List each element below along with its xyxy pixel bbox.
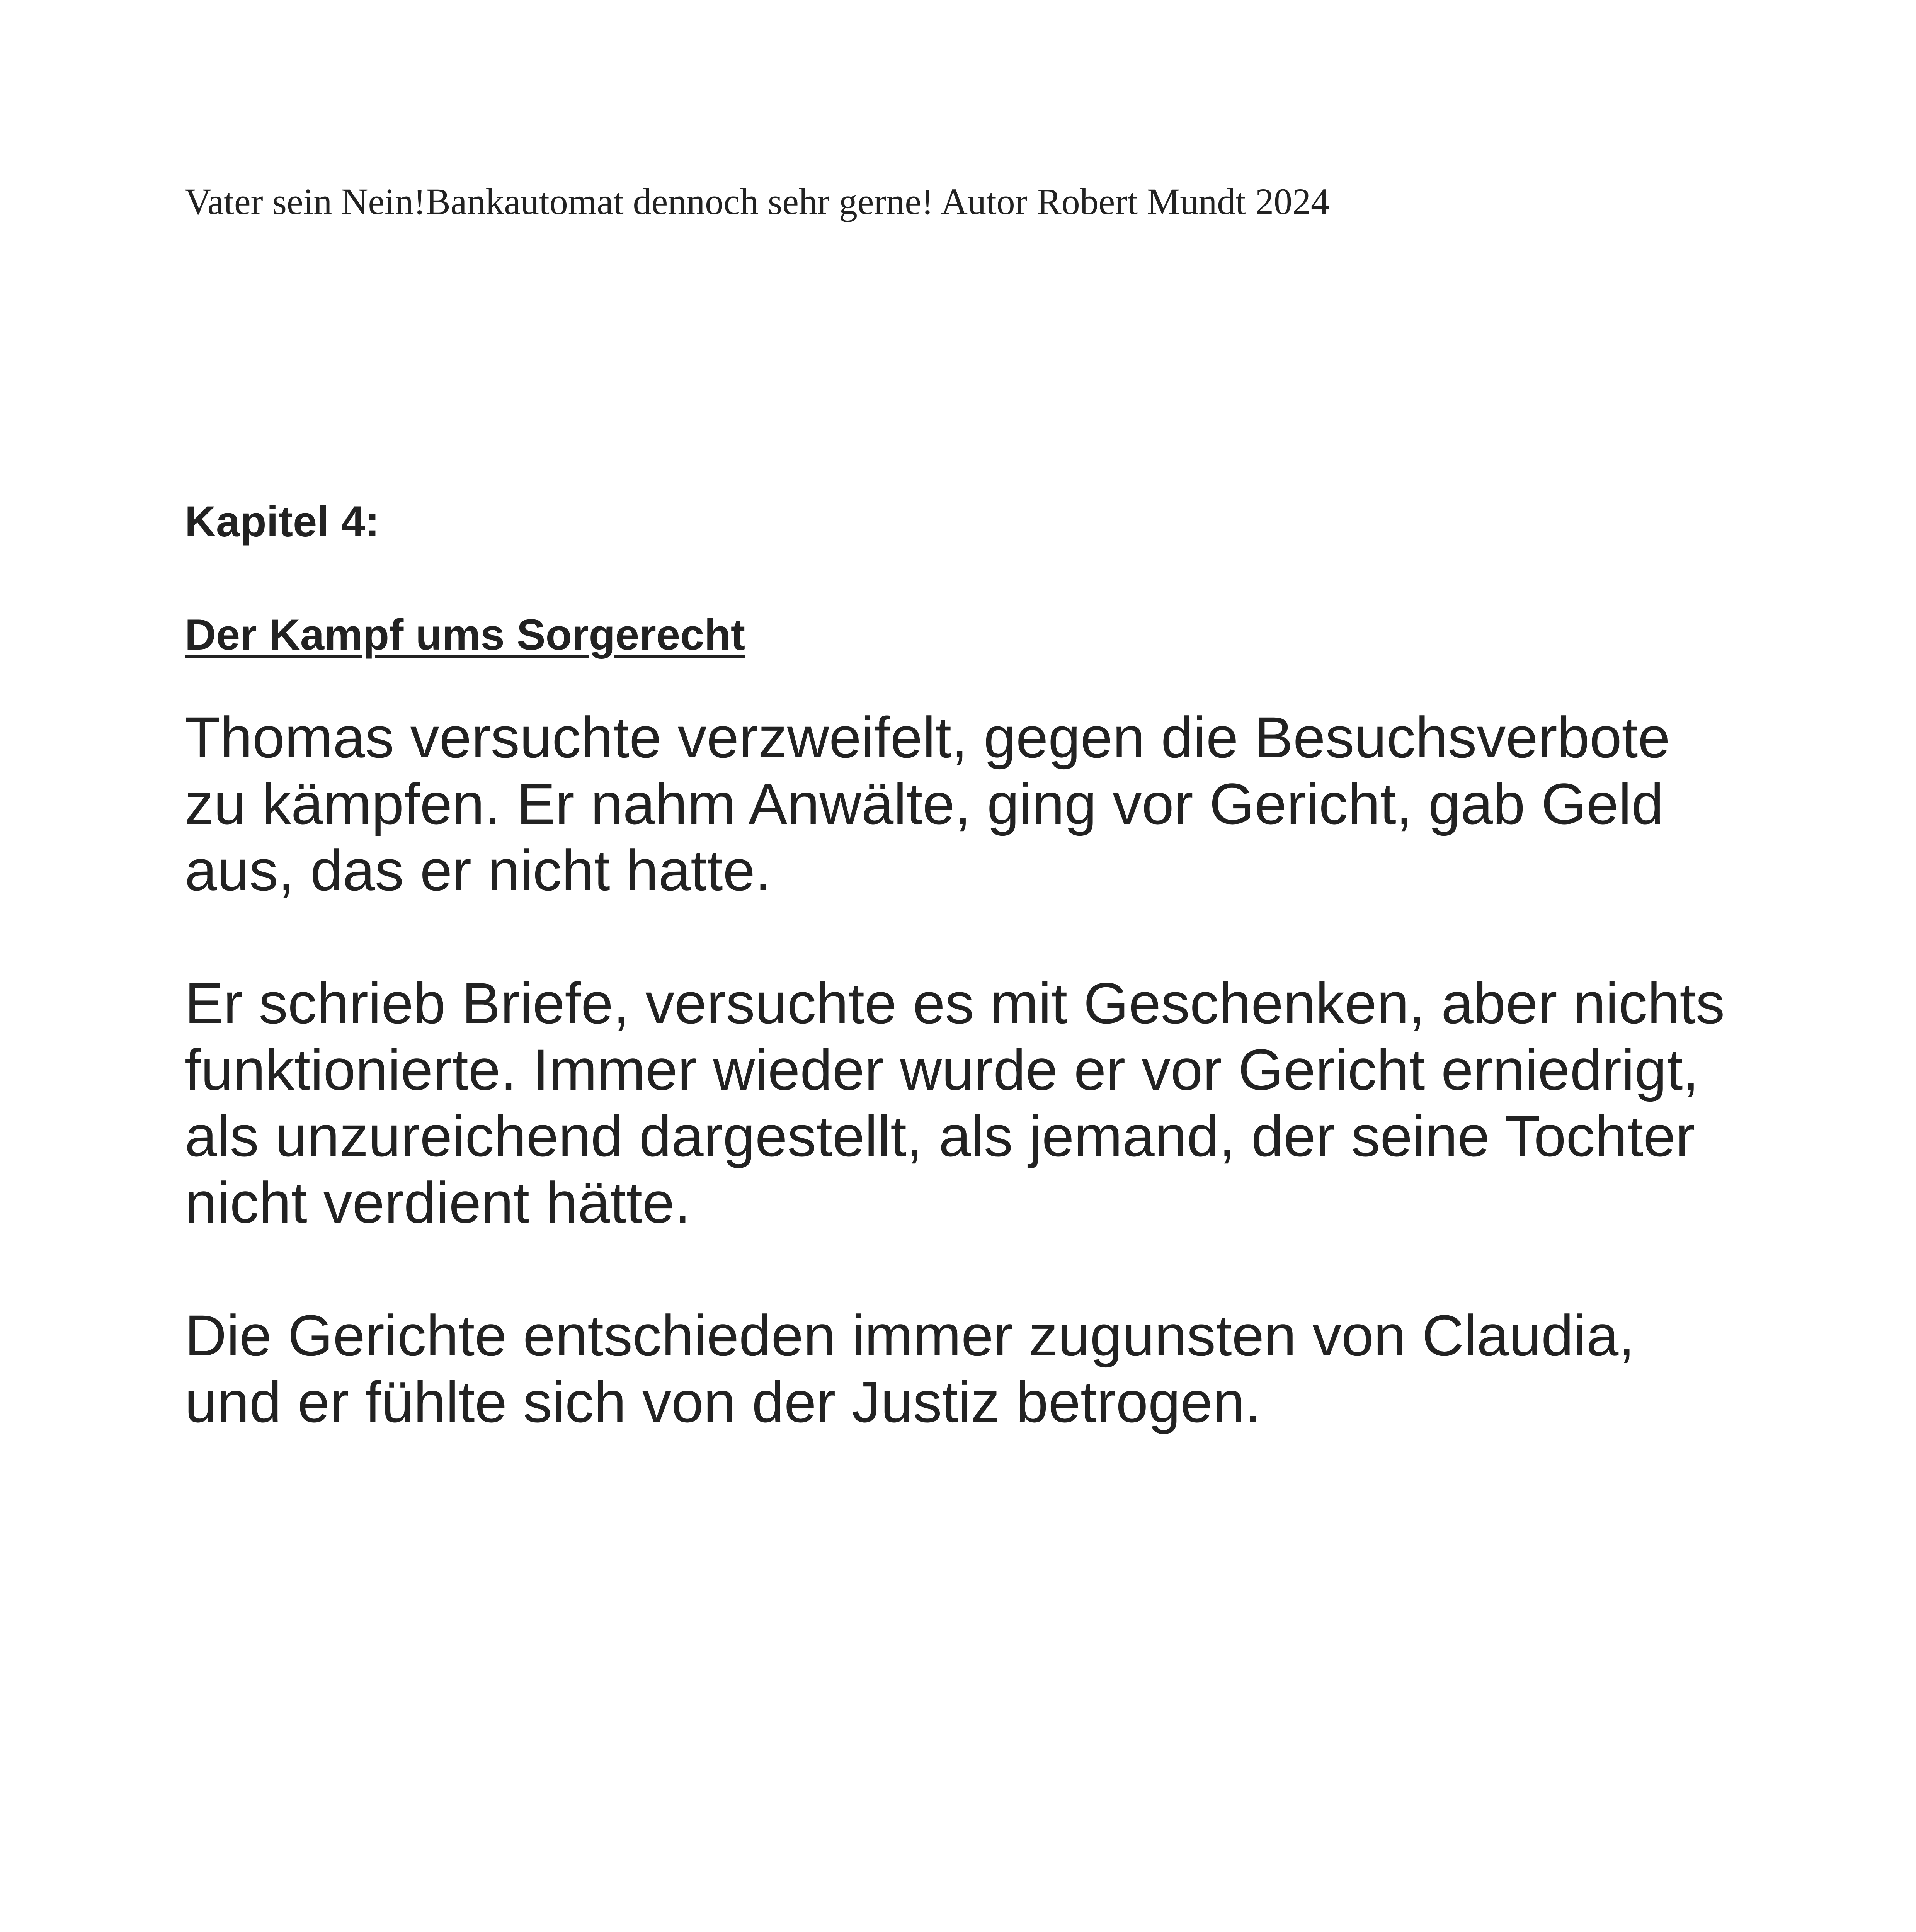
text-line: Die Gerichte entschieden immer zugunsten von Claudia, [185, 1303, 1635, 1368]
text-line: nicht verdient hätte. [185, 1170, 691, 1235]
chapter-label: Kapitel 4: [185, 497, 380, 546]
text-line: funktionierte. Immer wieder wurde er vor Gericht erniedrigt, [185, 1037, 1699, 1102]
text-line: als unzureichend dargestellt, als jemand, der seine Tochter [185, 1104, 1695, 1168]
paragraph-3 [185, 1302, 1769, 1435]
running-header: Vater sein Nein!Bankautomat dennoch sehr gerne! Autor Robert Mundt 2024 [185, 181, 1329, 222]
paragraph-1 [185, 704, 1769, 903]
text-line: aus, das er nicht hatte. [185, 838, 771, 903]
chapter-body [185, 704, 1769, 1502]
text-line: und er fühlte sich von der Justiz betrogen. [185, 1369, 1261, 1434]
text-line: Er schrieb Briefe, versuchte es mit Geschenken, aber nichts [185, 971, 1725, 1036]
chapter-title: Der Kampf ums Sorgerecht [185, 611, 745, 659]
text-line: Thomas versuchte verzweifelt, gegen die Besuchsverbote [185, 705, 1670, 770]
text-line: zu kämpfen. Er nahm Anwälte, ging vor Gericht, gab Geld [185, 771, 1664, 836]
paragraph-2 [185, 970, 1769, 1236]
